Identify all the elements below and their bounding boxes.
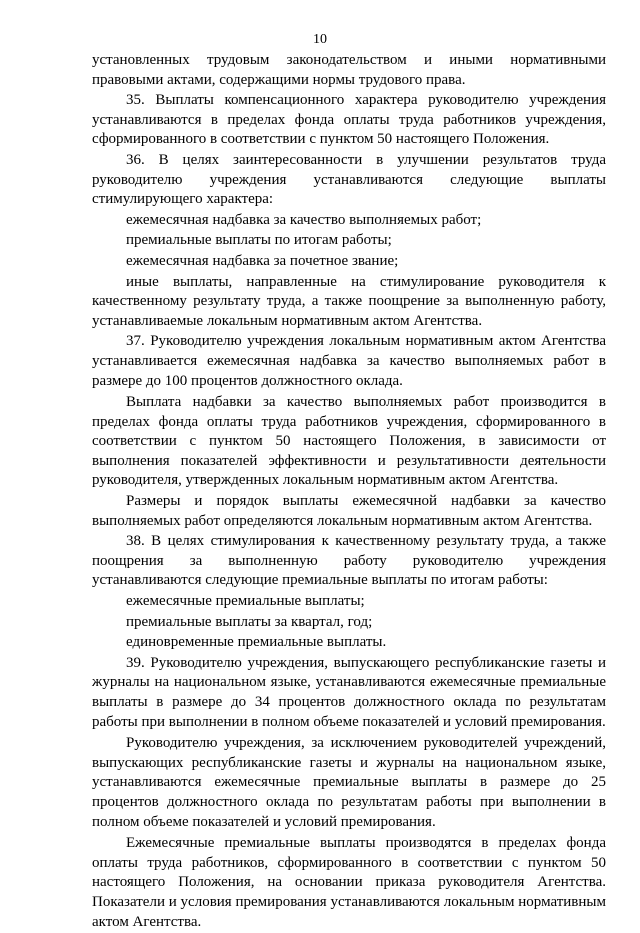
paragraph-39-other: Руководителю учреждения, за исключением руководителей учреждений, выпускающих республиканские газеты и журналы на национальном языке, устанавливаются ежемесячные премиальные выплаты в размере до 25 процентов должностного оклада по результатам работы при выполнении в полном объеме показателей и условий премирования. <box>92 735 606 830</box>
paragraph-continuation: установленных трудовым законодательством и иными нормативными правовыми актами, содержащими нормы трудового права. <box>92 52 606 88</box>
paragraph-35: 35. Выплаты компенсационного характера руководителю учреждения устанавливаются в пределах фонда оплаты труда работников учреждения, сформированного в соответствии с пунктом 50 настоящего Положения. <box>92 92 606 148</box>
paragraph-37-amounts: Размеры и порядок выплаты ежемесячной надбавки за качество выполняемых работ определяются локальным нормативным актом Агентства. <box>92 493 606 529</box>
paragraph-39-fund: Ежемесячные премиальные выплаты производятся в пределах фонда оплаты труда работников, сформированного в соответствии с пунктом 50 настоящего Положения, на основании приказа руководителя Агентства. Показатели и условия премирования устанавливаются локальным нормативным актом Агентства. <box>92 835 606 930</box>
list-item: единовременные премиальные выплаты. <box>126 634 387 651</box>
paragraph-36: 36. В целях заинтересованности в улучшении результатов труда руководителю учреждения устанавливаются следующие выплаты стимулирующего характера: <box>92 151 606 208</box>
list-item: ежемесячная надбавка за качество выполняемых работ; <box>126 211 482 228</box>
paragraph-37-detail: Выплата надбавки за качество выполняемых работ производится в пределах фонда оплаты труда работников учреждения, сформированного в соответствии с пунктом 50 настоящего Положения, в зависимости от выполнения показателей эффективности и результативности деятельности руководителя, утвержденных локальным нормативным актом Агентства. <box>92 394 606 489</box>
page-number: 10 <box>313 32 327 47</box>
list-item: ежемесячная надбавка за почетное звание; <box>126 252 399 269</box>
list-item: ежемесячные премиальные выплаты; <box>126 593 365 610</box>
list-item: премиальные выплаты за квартал, год; <box>126 613 373 630</box>
paragraph-39: 39. Руководителю учреждения, выпускающего республиканские газеты и журналы на национальном языке, устанавливаются ежемесячные премиальные выплаты в размере до 34 процентов должностного оклада по результатам работы при выполнении в полном объеме показателей и условий премирования. <box>92 654 606 730</box>
paragraph-38: 38. В целях стимулирования к качественному результату труда, а также поощрения за выполненную работу руководителю учреждения устанавливаются следующие премиальные выплаты по итогам работы: <box>92 533 606 589</box>
paragraph-37: 37. Руководителю учреждения локальным нормативным актом Агентства устанавливается ежемесячная надбавка за качество выполняемых работ в размере до 100 процентов должностного оклада. <box>92 333 606 389</box>
document-body <box>92 51 606 933</box>
list-item: премиальные выплаты по итогам работы; <box>126 232 392 249</box>
list-item: иные выплаты, направленные на стимулирование руководителя к качественному результату труда, а также поощрение за выполненную работу, устанавливаемые локальным нормативным актом Агентства. <box>92 273 606 329</box>
